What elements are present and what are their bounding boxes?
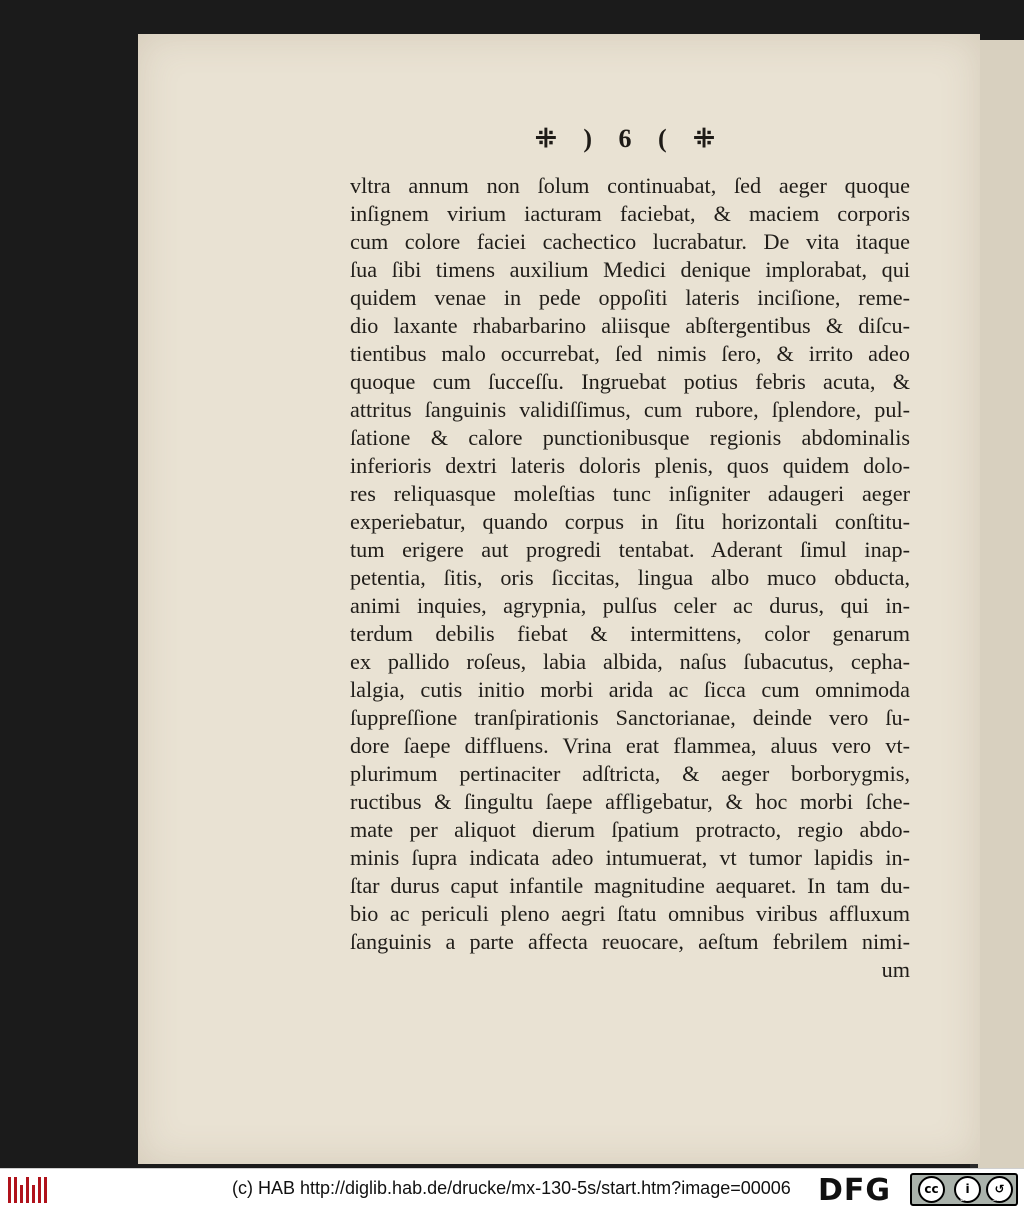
text-line: inſignem virium iacturam faciebat, & maciem corporis: [350, 201, 910, 226]
page-body-text: [350, 172, 910, 984]
text-line: ſtar durus caput infantile magnitudine aequaret. In tam du-: [350, 873, 910, 898]
dfg-logo[interactable]: DFG: [818, 1173, 892, 1208]
text-line: ſuppreſſione tranſpirationis Sanctorianae, deinde vero ſu-: [350, 705, 910, 730]
cc-icon: cc: [918, 1176, 945, 1203]
footer-bar: [0, 1168, 1024, 1210]
text-line: attritus ſanguinis validiſſimus, cum rubore, ſplendore, pul-: [350, 397, 910, 422]
text-line: terdum debilis fiebat & intermittens, color genarum: [350, 621, 910, 646]
text-line: plurimum pertinaciter adſtricta, & aeger borborygmis,: [350, 761, 910, 786]
text-line: inferioris dextri lateris doloris plenis, quos quidem dolo-: [350, 453, 910, 478]
by-attribution-icon: i: [954, 1176, 981, 1203]
text-line: tientibus malo occurrebat, ſed nimis ſero, & irrito adeo: [350, 341, 910, 366]
text-line: animi inquies, agrypnia, pulſus celer ac durus, qui in-: [350, 593, 910, 618]
text-line: lalgia, cutis initio morbi arida ac ſicca cum omnimoda: [350, 677, 910, 702]
text-line: ſua ſibi timens auxilium Medici denique implorabat, qui: [350, 257, 910, 282]
copyright-link[interactable]: (c) HAB http://diglib.hab.de/drucke/mx-130-5s/start.htm?image=00006: [232, 1178, 791, 1198]
text-line: tum erigere aut progredi tentabat. Aderant ſimul inap-: [350, 537, 910, 562]
text-line: ſanguinis a parte affecta reuocare, aeſtum febrilem nimi-: [350, 929, 910, 954]
sa-label: SA: [992, 1195, 1002, 1203]
text-line: cum colore faciei cachectico lucrabatur. De vita itaque: [350, 229, 910, 254]
catchword: um: [881, 957, 910, 982]
text-line: res reliquasque moleſtias tunc inſigniter adaugeri aeger: [350, 481, 910, 506]
text-line: minis ſupra indicata adeo intumuerat, vt tumor lapidis in-: [350, 845, 910, 870]
text-line: petentia, ſitis, oris ſiccitas, lingua albo muco obducta,: [350, 565, 910, 590]
text-line: experiebatur, quando corpus in ſitu horizontali conſtitu-: [350, 509, 910, 534]
text-line: mate per aliquot dierum ſpatium protracto, regio abdo-: [350, 817, 910, 842]
text-line: quidem venae in pede oppoſiti lateris inciſione, reme-: [350, 285, 910, 310]
text-line: dio laxante rhabarbarino aliisque abſtergentibus & diſcu-: [350, 313, 910, 338]
share-alike-icon: ↺: [986, 1176, 1013, 1203]
text-line: bio ac periculi pleno aegri ſtatu omnibus viribus affluxum: [350, 901, 910, 926]
text-line: dore ſaepe diffluens. Vrina erat flammea, aluus vero vt-: [350, 733, 910, 758]
hab-logo-icon[interactable]: [8, 1177, 48, 1203]
text-line: ex pallido roſeus, labia albida, naſus ſubacutus, cepha-: [350, 649, 910, 674]
text-line: vltra annum non ſolum continuabat, ſed aeger quoque: [350, 173, 910, 198]
text-line: quoque cum ſucceſſu. Ingruebat potius febris acuta, &: [350, 369, 910, 394]
cc-license-badge[interactable]: [910, 1173, 1018, 1206]
text-line: ſatione & calore punctionibusque regionis abdominalis: [350, 425, 910, 450]
text-line: ructibus & ſingultu ſaepe affligebatur, & hoc morbi ſche-: [350, 789, 910, 814]
page-header: ⁜ ) 6 ( ⁜: [535, 124, 725, 153]
facing-page-edge: [975, 40, 1024, 1168]
by-label: BY: [960, 1195, 969, 1203]
